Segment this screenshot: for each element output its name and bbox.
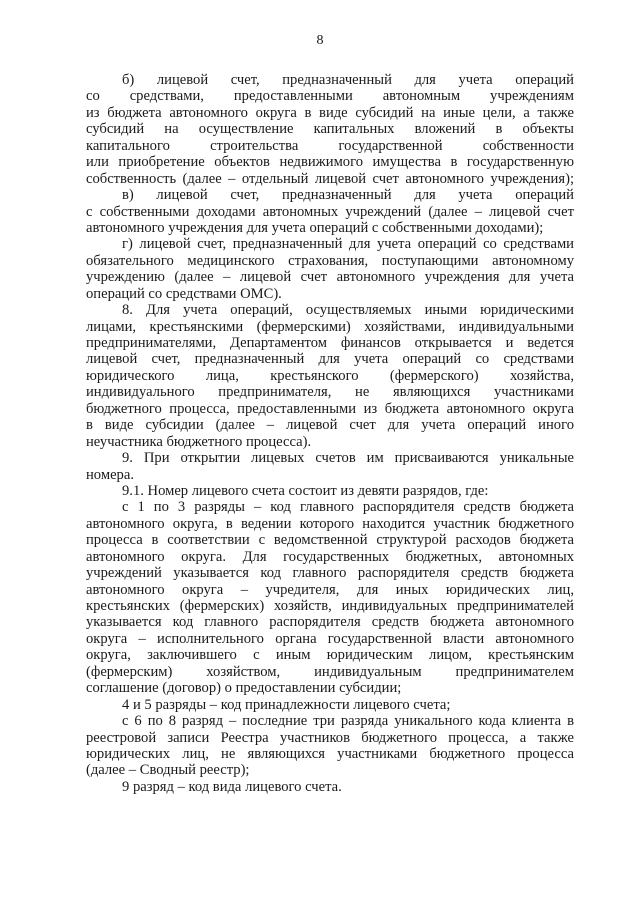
text-line: с собственными доходами автономных учреждений (далее – лицевой счет [86, 203, 574, 220]
text-line: в) лицевой счет, предназначенный для учета операций [122, 187, 574, 204]
text-line: неучастника бюджетного процесса). [86, 433, 312, 450]
text-line: г) лицевой счет, предназначенный для учета операций со средствами [122, 236, 574, 253]
text-line: б) лицевой счет, предназначенный для учета операций [122, 72, 574, 88]
text-line: предпринимателями, Департаментом финансов открывается и ведется [86, 335, 574, 351]
text-line: 9.1. Номер лицевого счета состоит из девяти разрядов, где: [122, 482, 489, 499]
text-line: округа, заключившего с иным юридическим лицом, крестьянским [86, 647, 574, 664]
text-line: крестьянских (фермерских) хозяйств, индивидуальных предпринимателей [86, 598, 574, 614]
text-line: процесса в соответствии с ведомственной структурой расходов бюджета [86, 532, 574, 549]
text-line: с 1 по 3 разряды – код главного распорядителя средств бюджета [122, 499, 574, 516]
page-number: 8 [316, 33, 324, 48]
text-line: 9 разряд – код вида лицевого счета. [122, 778, 342, 795]
text-line: указывается код главного распорядителя средств бюджета автономного [86, 614, 574, 631]
text-line: номера. [86, 466, 134, 483]
text-line: со средствами, предоставленными автономным учреждениям [86, 88, 574, 105]
text-line: капитального строительства государственной собственности [86, 137, 574, 154]
text-line: 9. При открытии лицевых счетов им присваиваются уникальные [122, 450, 574, 467]
text-line: автономного округа. Для государственных бюджетных, автономных [86, 548, 574, 565]
text-line: бюджетного процесса, предоставленными из бюджета автономного округа [86, 400, 574, 417]
text-line: собственность (далее – отдельный лицевой счет автономного учреждения); [86, 170, 574, 187]
text-line: округа – исполнительного органа государственной власти автономного [86, 630, 574, 647]
text-line: автономного округа, в ведении которого находится участник бюджетного [86, 515, 574, 532]
text-line: из бюджета автономного округа в виде субсидий на иные цели, а также [86, 104, 574, 121]
text-line: автономного округа – учредителя, для иных юридических лиц, [86, 581, 574, 598]
text-line: (далее – Сводный реестр); [86, 762, 250, 779]
text-line: автономного учреждения для учета операций с собственными доходами); [86, 219, 544, 236]
text-line: с 6 по 8 разряд – последние три разряда уникального кода клиента в [122, 713, 574, 730]
text-line: реестровой записи Реестра участников бюджетного процесса, а также [86, 729, 574, 746]
text-line: лицами, крестьянскими (фермерскими) хозяйствами, индивидуальными [86, 318, 574, 335]
text-line: 8. Для учета операций, осуществляемых иными юридическими [122, 302, 574, 319]
text-line: операций со средствами ОМС). [86, 285, 282, 302]
text-line: 4 и 5 разряды – код принадлежности лицевого счета; [122, 696, 451, 713]
text-line: учреждению (далее – лицевой счет автономного учреждения для учета [86, 269, 574, 286]
text-line: обязательного медицинского страхования, поступающими автономному [86, 252, 574, 269]
text-line: лицевой счет, предназначенный для учета операций со средствами [86, 351, 574, 368]
document-body [86, 72, 574, 795]
text-line: соглашение (договор) о предоставлении субсидии; [86, 680, 402, 697]
text-line: или приобретение объектов недвижимого имущества в государственную [86, 154, 574, 171]
text-line: учреждений указывается код главного распорядителя средств бюджета [86, 565, 574, 582]
text-line: юридических лиц, не являющихся участниками бюджетного процесса [86, 745, 574, 762]
text-line: юридического лица, крестьянского (фермерского) хозяйства, [86, 367, 574, 384]
text-line: в виде субсидии (далее – лицевой счет для учета операций иного [86, 417, 574, 434]
text-line: индивидуального предпринимателя, не являющихся участниками [86, 384, 574, 401]
text-line: субсидий на осуществление капитальных вложений в объекты [86, 121, 574, 138]
text-line: (фермерским) хозяйством, индивидуальным предпринимателем [86, 663, 574, 680]
